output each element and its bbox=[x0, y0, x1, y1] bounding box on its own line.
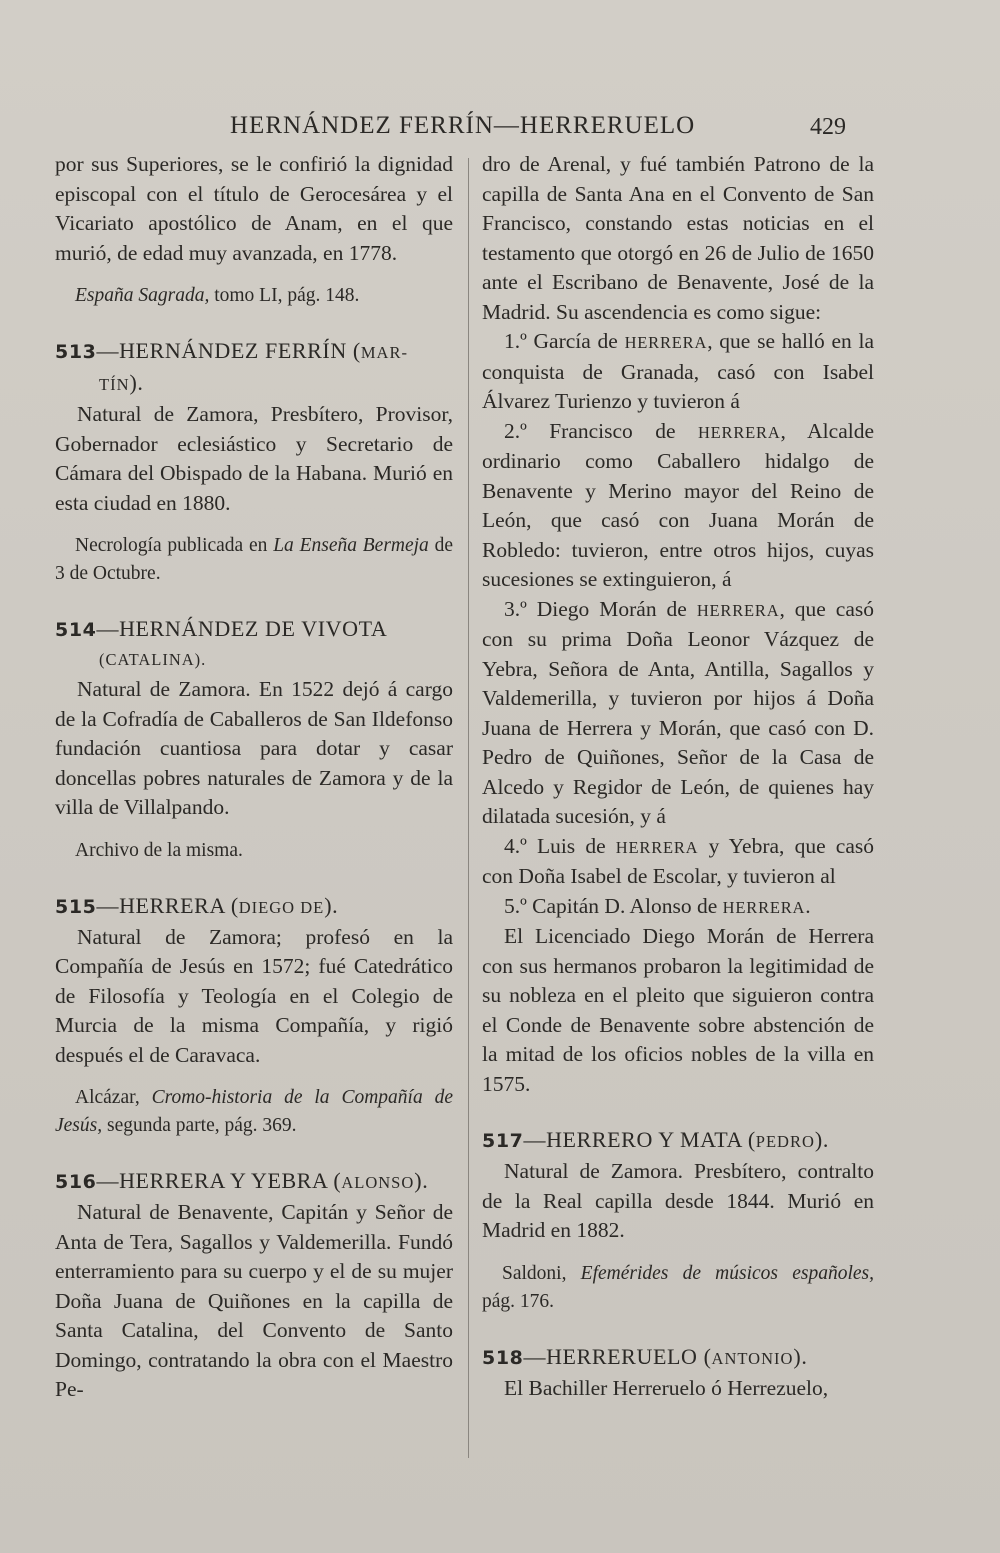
entry-text: Natural de Zamora; profesó en la Compañía de Jesús en 1572; fué Catedrático de Filosofía y Teología en el Colegio de Murcia de la misma Compañía, y rigió después el de Caravaca. bbox=[55, 924, 453, 1067]
entry-number: 515 bbox=[55, 895, 97, 918]
citation: Alcázar, Cromo-historia de la Compañía de Jesús, segunda parte, pág. 369. bbox=[55, 1087, 453, 1136]
running-title: HERNÁNDEZ FERRÍN—HERRERUELO bbox=[230, 112, 696, 139]
genealogy-item-1: 1.º García de HERRERA, que se halló en la conquista de Granada, casó con Isabel Álvarez Turienzo y tuvieron á bbox=[482, 329, 874, 413]
citation: Necrología publicada en La Enseña Bermeja de 3 de Octubre. bbox=[55, 535, 453, 584]
genealogy-item-3: 3.º Diego Morán de HERRERA, que casó con su prima Doña Leonor Vázquez de Yebra, Señora de Anta, Antilla, Sagallos y Valdemerilla, y tuvieron por hijos á Doña Juana de Herrera y Morán, que casó con D. Pedro de Quiñones, Señor de la Casa de Alcedo y Regidor de León, de quienes hay dilatada sucesión, y á bbox=[482, 596, 874, 828]
entry-number: 518 bbox=[482, 1346, 524, 1369]
entry-513 bbox=[55, 336, 453, 588]
genealogy-item-5: 5.º Capitán D. Alonso de HERRERA. bbox=[504, 893, 811, 918]
genealogy-item-4: 4.º Luis de HERRERA y Yebra, que casó con Doña Isabel de Escolar, y tuvieron al bbox=[482, 833, 874, 888]
entry-text: El Bachiller Herreruelo ó Herrezuelo, bbox=[504, 1375, 829, 1400]
entry-number: 513 bbox=[55, 341, 97, 363]
entry-517 bbox=[482, 1125, 874, 1316]
entry-518 bbox=[482, 1342, 874, 1404]
entry-text: Natural de Zamora, Presbítero, Provisor, Gobernador eclesiástico y Secretario de Cámara del Obispado de la Habana. Murió en esta ciudad en 1880. bbox=[55, 402, 453, 515]
column-divider bbox=[468, 158, 469, 1458]
left-column bbox=[55, 150, 453, 1405]
continued-entry-text: por sus Superiores, se le confirió la dignidad episcopal con el título de Gerocesárea y el Vicariato apostólico de Anam, en el que murió, de edad muy avanzada, en 1778. bbox=[55, 152, 453, 265]
licenciado-paragraph: El Licenciado Diego Morán de Herrera con sus hermanos probaron la legitimidad de su nobleza en el pleito que siguieron contra el Conde de Benavente sobre abstención de la mitad de los oficios nobles de la villa en 1575. bbox=[482, 924, 874, 1096]
page-number: 429 bbox=[810, 114, 846, 140]
entry-514 bbox=[55, 614, 453, 865]
citation: Archivo de la misma. bbox=[75, 839, 243, 861]
entry-text: Natural de Zamora. Presbítero, contralto de la Real capilla desde 1844. Murió en Madrid en 1882. bbox=[482, 1159, 874, 1242]
entry-heading: 517—HERRERO Y MATA (PEDRO). bbox=[482, 1127, 829, 1152]
entry-heading: 518—HERRERUELO (ANTONIO). bbox=[482, 1343, 808, 1369]
entry-516 bbox=[55, 1166, 453, 1405]
entry-number: 517 bbox=[482, 1130, 524, 1152]
entry-heading: 515—HERRERA (DIEGO DE). bbox=[55, 892, 339, 918]
citation: Saldoni, Efemérides de músicos españoles, pág. 176. bbox=[482, 1262, 874, 1312]
entry-text: Natural de Zamora. En 1522 dejó á cargo de la Cofradía de Caballeros de San Ildefonso fundación cuantiosa para dotar y casar doncellas pobres naturales de Zamora y de la villa de Villalpando. bbox=[55, 677, 453, 819]
right-column bbox=[482, 150, 874, 1403]
entry-number: 514 bbox=[55, 619, 97, 641]
citation: España Sagrada, tomo LI, pág. 148. bbox=[75, 285, 360, 306]
entry-heading: 514—HERNÁNDEZ DE VIVOTA (CATALINA). bbox=[55, 616, 388, 669]
entry-515 bbox=[55, 891, 453, 1141]
genealogy-item-2: 2.º Francisco de HERRERA, Alcalde ordinario como Caballero hidalgo de Benavente y Merino mayor del Reino de León, que casó con Juana Morán de Robledo: tuvieron, entre otros hijos, cuyas sucesiones se extinguieron, á bbox=[482, 418, 875, 591]
entry-number: 516 bbox=[55, 1171, 97, 1193]
continued-entry-text: dro de Arenal, y fué también Patrono de la capilla de Santa Ana en el Convento de San Francisco, constando estas noticias en el testamento que otorgó en 26 de Julio de 1650 ante el Escribano de Benavente, José de la Madrid. Su ascendencia es como sigue: bbox=[482, 152, 874, 324]
entry-heading: 513—HERNÁNDEZ FERRÍN (MAR- TÍN). bbox=[55, 338, 408, 395]
entry-text: Natural de Benavente, Capitán y Señor de Anta de Tera, Sagallos y Valdemerilla. Fundó enterramiento para su cuerpo y el de su mujer Doña Juana de Quiñones en la capilla de Santa Catalina, del Convento de Santo Domingo, contratando la obra con el Maestro Pe- bbox=[55, 1200, 453, 1401]
entry-heading: 516—HERRERA Y YEBRA (ALONSO). bbox=[55, 1168, 429, 1193]
